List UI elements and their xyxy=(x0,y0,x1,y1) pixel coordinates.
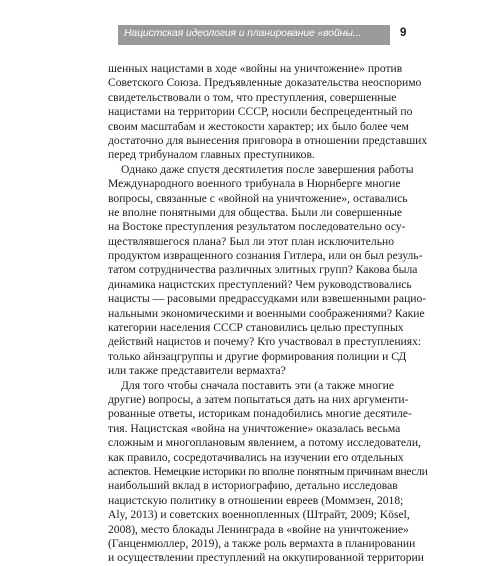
text-line: Aly, 2013) и советских военнопленных (Штрайт, 2009; Kösel, xyxy=(108,508,410,522)
page-number: 9 xyxy=(400,27,407,39)
paragraph-2 xyxy=(108,162,427,379)
text-line: категории населения СССР становились целью преступных xyxy=(108,321,404,335)
text-line: не вполне понятными для общества. Были ли совершенные xyxy=(108,205,403,219)
text-line: Международного военного трибунала в Нюрнберге многие xyxy=(108,177,401,191)
text-line: татом сотрудничества различных элитных групп? Какова была xyxy=(108,263,418,277)
body-text xyxy=(108,62,428,566)
text-line: тия. Нацистская «война на уничтожение» оказалась весьма xyxy=(108,421,401,435)
text-line: свидетельствовали о том, что преступления, совершенные xyxy=(108,90,397,104)
text-line: нацистами на территории СССР, носили беспрецедентный по xyxy=(108,105,413,119)
text-line: другие) вопросы, а затем попытаться дать на них аргументи- xyxy=(108,392,409,406)
text-line: ществлявшегося плана? Был ли этот план исключительно xyxy=(108,234,394,248)
text-line: и осуществлении преступлений на оккупированной территории xyxy=(108,551,424,565)
text-line: как правило, сосредотачивались на изучении его отдельных xyxy=(108,450,404,464)
text-line: Для того чтобы сначала поставить эти (а также многие xyxy=(121,378,394,392)
text-line: только айнзацгруппы и другие формирования полиции и СД xyxy=(108,349,407,363)
text-line: вопросы, связанные с «войной на уничтожение», оставались xyxy=(108,191,408,205)
text-line: или также представители вермахта? xyxy=(108,364,286,378)
text-line: нацистскую политику в отношении евреев (Моммзен, 2018; xyxy=(108,493,404,507)
text-line: перед трибуналом главных преступников. xyxy=(108,148,315,162)
text-line: Однако даже спустя десятилетия после завершения работы xyxy=(121,162,414,176)
text-line: Советского Союза. Предъявленные доказательства неоспоримо xyxy=(108,76,422,90)
text-line: своим масштабам и жестокости характер; их было более чем xyxy=(108,119,409,133)
text-line: действий нацистов и почему? Кто участвовал в преступлениях: xyxy=(108,335,422,349)
text-line: динамика нацистских преступлений? Чем руководствовались xyxy=(108,277,412,291)
text-line: наибольший вклад в историографию, детально исследовав xyxy=(108,479,398,493)
running-header-title: Нацистская идеология и планирование «войны... xyxy=(124,28,362,39)
paragraph-3 xyxy=(108,378,428,566)
text-line: достаточно для вынесения приговора в отношении представших xyxy=(108,133,428,147)
text-line: нацисты — расовыми предрассудками или взвешенными рацио- xyxy=(108,292,427,306)
text-line: шенных нацистами в ходе «войны на уничтожение» против xyxy=(108,62,403,75)
text-line: продуктом извращенного сознания Гитлера, или он был резуль- xyxy=(108,249,423,263)
text-line: нальными экономическими и военными соображениями? Какие xyxy=(108,306,425,320)
text-line: аспектов. Немецкие историки по вполне понятным причинам внесли xyxy=(108,464,428,478)
text-line: на Востоке преступления результатом последовательно осу- xyxy=(108,220,406,234)
text-line: рованные ответы, историкам понадобились многие десятиле- xyxy=(108,407,412,421)
paragraph-1 xyxy=(108,62,428,163)
text-line: сложным и многоплановым явлением, а потому исследователи, xyxy=(108,436,421,450)
text-line: (Ганценмюллер, 2019), а также роль вермахта в планировании xyxy=(108,536,416,550)
text-line: 2008), место блокады Ленинграда в «войне на уничтожение» xyxy=(108,522,409,536)
